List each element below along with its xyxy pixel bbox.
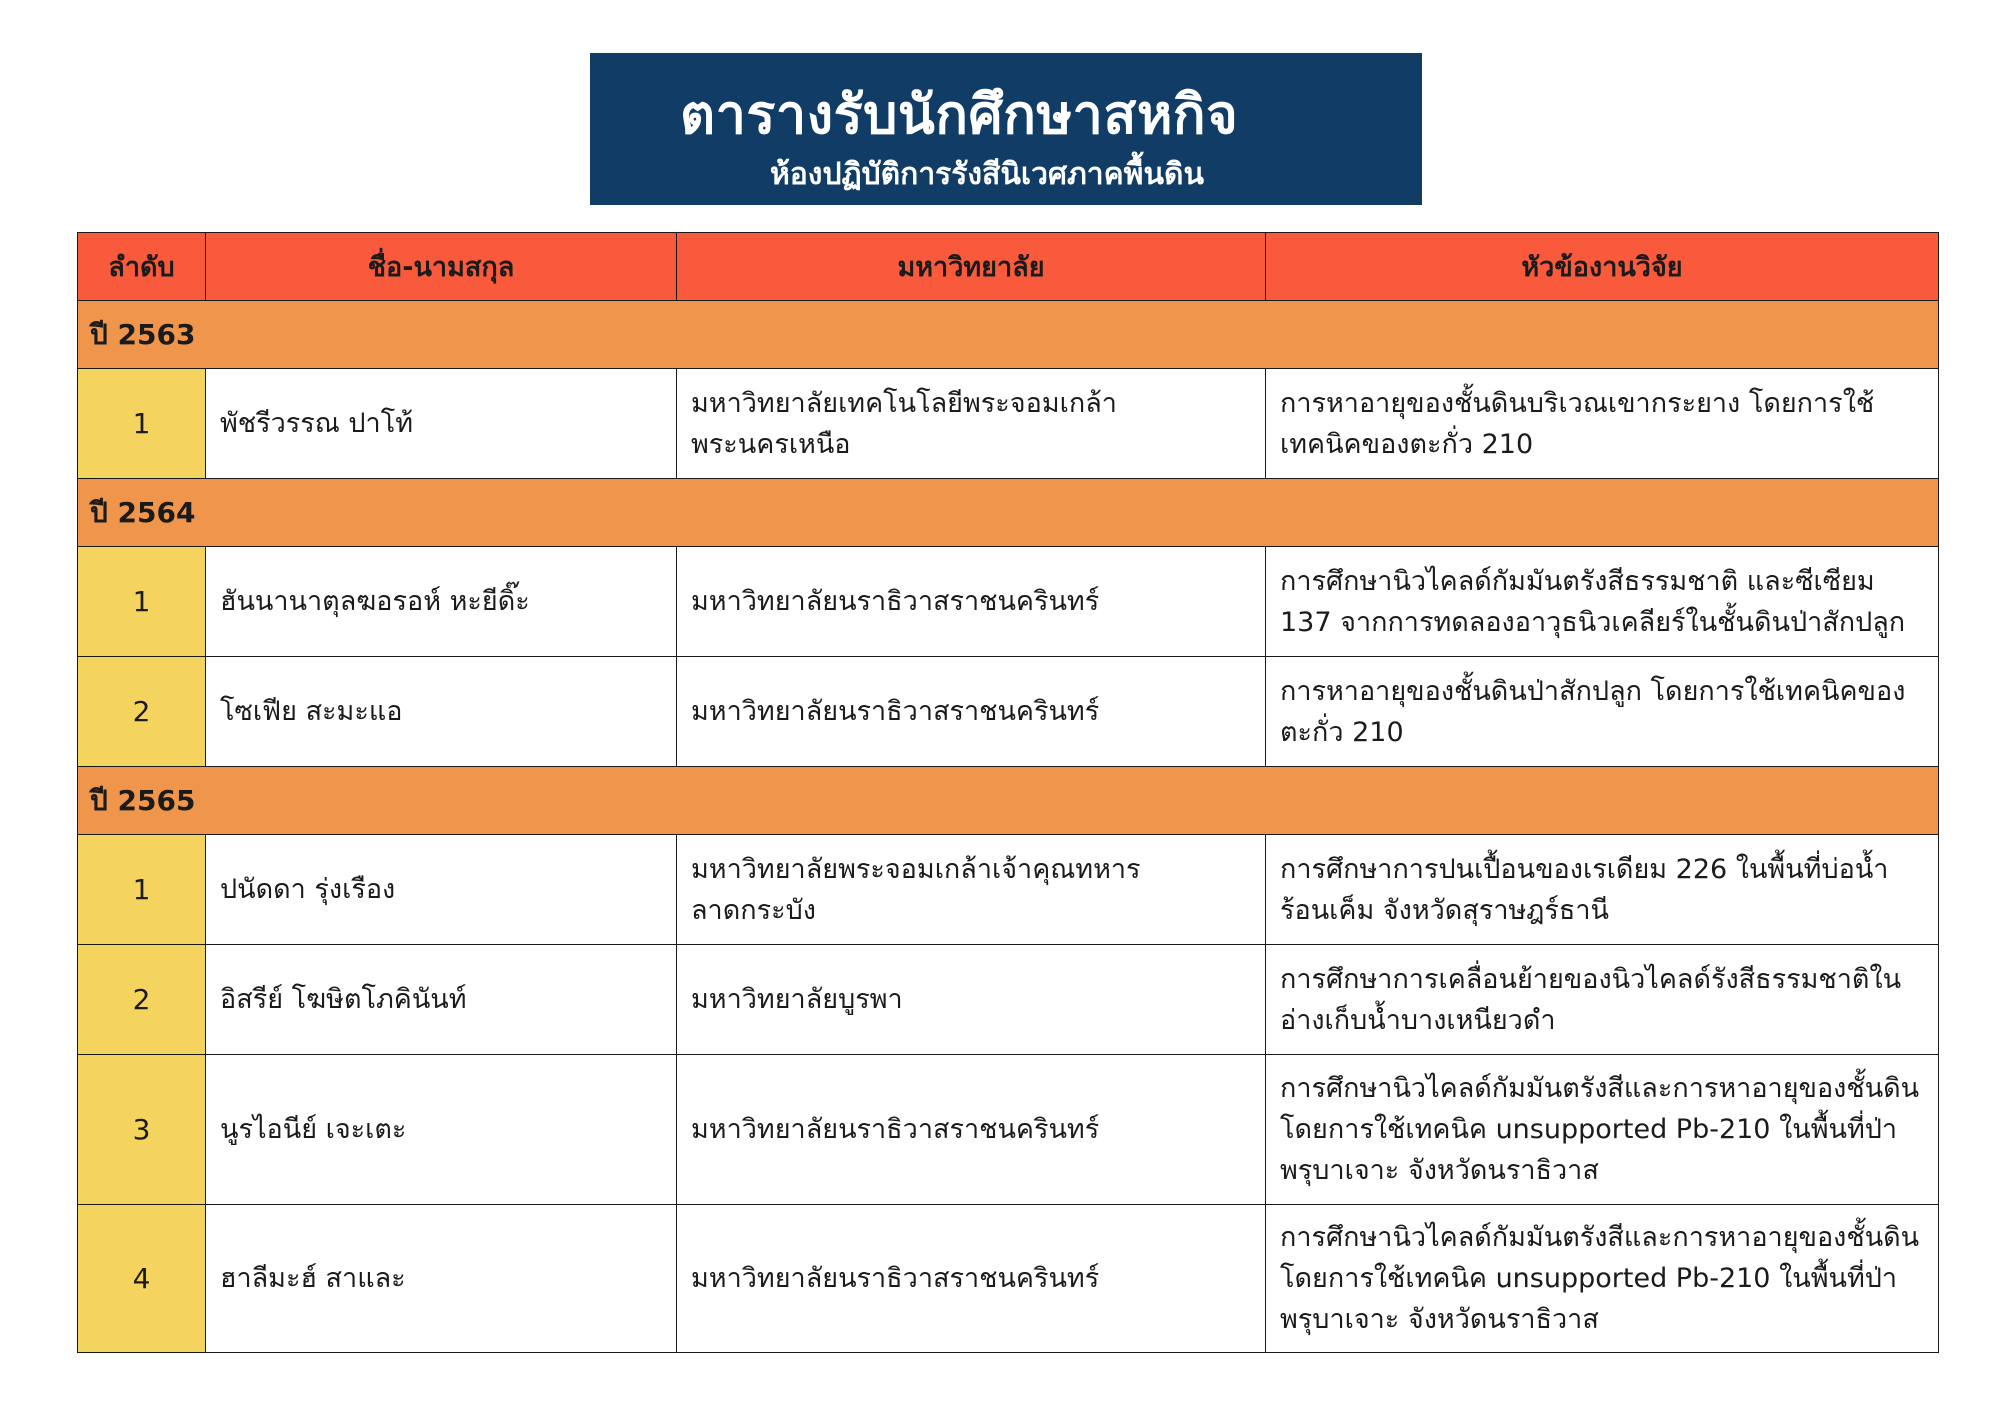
table-row [78, 547, 1939, 657]
table-row [78, 835, 1939, 945]
year-label: ปี 2563 [78, 301, 1939, 369]
student-name: นูรไอนีย์ เจะเตะ [206, 1055, 677, 1205]
year-row [78, 767, 1939, 835]
university-name: มหาวิทยาลัยเทคโนโลยีพระจอมเกล้าพระนครเหนือ [677, 369, 1266, 479]
year-row [78, 301, 1939, 369]
col-header-name: ชื่อ-นามสกุล [206, 233, 677, 301]
table-header-row [78, 233, 1939, 301]
research-topic: การศึกษานิวไคลด์กัมมันตรังสีและการหาอายุของชั้นดิน โดยการใช้เทคนิค unsupported Pb-210 ในพื้นที่ป่าพรุบาเจาะ จังหวัดนราธิวาส [1266, 1055, 1939, 1205]
university-name: มหาวิทยาลัยบูรพา [677, 945, 1266, 1055]
table-row [78, 1205, 1939, 1353]
research-topic: การศึกษาการปนเปื้อนของเรเดียม 226 ในพื้นที่บ่อน้ำร้อนเค็ม จังหวัดสุราษฎร์ธานี [1266, 835, 1939, 945]
university-name: มหาวิทยาลัยพระจอมเกล้าเจ้าคุณทหารลาดกระบัง [677, 835, 1266, 945]
student-name: พัชรีวรรณ ปาโท้ [206, 369, 677, 479]
research-topic: การหาอายุของชั้นดินป่าสักปลูก โดยการใช้เทคนิคของตะกั่ว 210 [1266, 657, 1939, 767]
row-number: 3 [78, 1055, 206, 1205]
col-header-order: ลำดับ [78, 233, 206, 301]
row-number: 2 [78, 945, 206, 1055]
student-name: โซเฟีย สะมะแอ [206, 657, 677, 767]
title-banner [590, 53, 1422, 205]
university-name: มหาวิทยาลัยนราธิวาสราชนครินทร์ [677, 657, 1266, 767]
student-name: อิสรีย์ โฆษิตโภคินันท์ [206, 945, 677, 1055]
university-name: มหาวิทยาลัยนราธิวาสราชนครินทร์ [677, 1055, 1266, 1205]
col-header-university: มหาวิทยาลัย [677, 233, 1266, 301]
university-name: มหาวิทยาลัยนราธิวาสราชนครินทร์ [677, 1205, 1266, 1353]
col-header-topic: หัวข้องานวิจัย [1266, 233, 1939, 301]
student-name: ฮันนานาตุลฆอรอห์ หะยีดิ๊ะ [206, 547, 677, 657]
row-number: 2 [78, 657, 206, 767]
university-name: มหาวิทยาลัยนราธิวาสราชนครินทร์ [677, 547, 1266, 657]
page-subtitle: ห้องปฏิบัติการรังสีนิเวศภาคพื้นดิน [770, 157, 1204, 192]
row-number: 1 [78, 369, 206, 479]
row-number: 4 [78, 1205, 206, 1353]
intern-table [77, 232, 1939, 1353]
page-title: ตารางรับนักศึกษาสหกิจ [680, 83, 1239, 146]
research-topic: การหาอายุของชั้นดินบริเวณเขากระยาง โดยการใช้เทคนิคของตะกั่ว 210 [1266, 369, 1939, 479]
year-label: ปี 2565 [78, 767, 1939, 835]
table-row [78, 657, 1939, 767]
year-row [78, 479, 1939, 547]
table-row [78, 369, 1939, 479]
row-number: 1 [78, 835, 206, 945]
table-row [78, 1055, 1939, 1205]
student-name: ปนัดดา รุ่งเรือง [206, 835, 677, 945]
research-topic: การศึกษานิวไคลด์กัมมันตรังสีธรรมชาติ และซีเซียม 137 จากการทดลองอาวุธนิวเคลียร์ในชั้นดินป่าสักปลูก [1266, 547, 1939, 657]
table-row [78, 945, 1939, 1055]
research-topic: การศึกษาการเคลื่อนย้ายของนิวไคลด์รังสีธรรมชาติในอ่างเก็บน้ำบางเหนียวดำ [1266, 945, 1939, 1055]
year-label: ปี 2564 [78, 479, 1939, 547]
row-number: 1 [78, 547, 206, 657]
student-name: ฮาลีมะฮ์ สาและ [206, 1205, 677, 1353]
research-topic: การศึกษานิวไคลด์กัมมันตรังสีและการหาอายุของชั้นดิน โดยการใช้เทคนิค unsupported Pb-210 ในพื้นที่ป่าพรุบาเจาะ จังหวัดนราธิวาส [1266, 1205, 1939, 1353]
